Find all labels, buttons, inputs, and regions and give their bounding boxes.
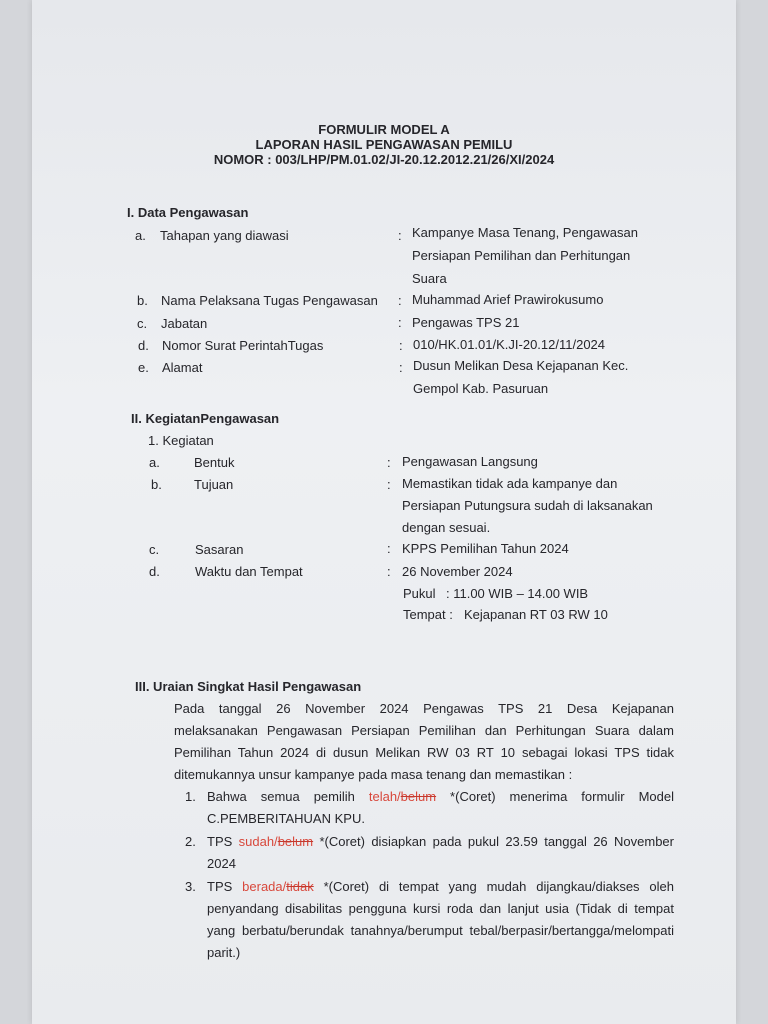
- item-d-letter: d.: [138, 338, 149, 353]
- tempat-value: Kejapanan RT 03 RW 10: [464, 607, 608, 622]
- item-a-colon: :: [398, 228, 402, 243]
- list-item: [174, 876, 674, 964]
- handwritten-choice: sudah/: [238, 834, 278, 849]
- subsection-kegiatan: 1. Kegiatan: [148, 433, 214, 448]
- section-2-heading: II. KegiatanPengawasan: [131, 411, 280, 426]
- item-b-letter: b.: [137, 293, 148, 308]
- activity-c-colon: :: [387, 541, 391, 556]
- form-title: FORMULIR MODEL A: [318, 122, 450, 137]
- activity-b-label: Tujuan: [194, 477, 234, 492]
- activity-a-colon: :: [387, 455, 391, 470]
- list-item: [174, 786, 674, 830]
- activity-c-letter: c.: [149, 542, 160, 557]
- activity-d-letter: d.: [149, 564, 160, 579]
- list-item: [174, 831, 674, 875]
- activity-b-letter: b.: [151, 477, 162, 492]
- item-e-value-1: Dusun Melikan Desa Kejapanan Kec.: [413, 358, 629, 373]
- section-1-heading: I. Data Pengawasan: [127, 205, 249, 220]
- pukul-value: : 11.00 WIB – 14.00 WIB: [446, 586, 589, 601]
- item-b-colon: :: [398, 293, 402, 308]
- activity-d-colon: :: [387, 564, 391, 579]
- item-d-colon: :: [399, 338, 403, 353]
- document-page: [32, 0, 736, 1024]
- item-c-colon: :: [398, 315, 402, 330]
- list-number: 3.: [185, 879, 196, 894]
- item-d-value: 010/HK.01.01/K.JI-20.12/11/2024: [413, 337, 606, 352]
- report-number: NOMOR : 003/LHP/PM.01.02/JI-20.12.2012.21/26/XI/2024: [213, 152, 555, 167]
- list-text-post: *(Coret) disiapkan pada pukul 23.59 tanggal 26 November 2024: [207, 834, 674, 871]
- tempat-label: Tempat :: [403, 607, 453, 622]
- handwritten-struck-choice: tidak: [286, 879, 314, 894]
- item-b-value: Muhammad Arief Prawirokusumo: [412, 292, 604, 307]
- item-e-letter: e.: [138, 360, 149, 375]
- activity-c-value: KPPS Pemilihan Tahun 2024: [402, 541, 569, 556]
- item-e-label: Alamat: [162, 360, 203, 375]
- paragraph-line-3: Pemilihan Tahun 2024 di dusun Melikan RW 03 RT 10 sebagai lokasi TPS tidak: [174, 745, 674, 760]
- list-number: 2.: [185, 834, 196, 849]
- handwritten-choice: berada/: [242, 879, 287, 894]
- list-text-pre: TPS: [207, 834, 239, 849]
- report-title: LAPORAN HASIL PENGAWASAN PEMILU: [255, 137, 513, 152]
- list-text-post: *(Coret) di tempat yang mudah dijangkau/diakses oleh penyandang disabilitas pengguna kursi roda dan lanjut usia (Tidak di tempat yang berbatu/berundak tanahnya/berumput tebal/berpasir/bertangga/melompati parit.): [207, 879, 674, 960]
- item-c-value: Pengawas TPS 21: [412, 315, 520, 330]
- paragraph-line-4: ditemukannya unsur kampanye pada masa tenang dan memastikan :: [174, 767, 573, 782]
- activity-b-value-3: dengan sesuai.: [402, 520, 491, 535]
- list-text-pre: Bahwa semua pemilih: [207, 789, 369, 804]
- list-text-post: *(Coret) menerima formulir Model C.PEMBERITAHUAN KPU.: [207, 789, 674, 826]
- handwritten-struck-choice: belum: [277, 834, 314, 849]
- activity-a-letter: a.: [149, 455, 160, 470]
- item-a-value-3: Suara: [412, 271, 447, 286]
- paragraph-line-1: Pada tanggal 26 November 2024 Pengawas TPS 21 Desa Kejapanan: [174, 701, 674, 716]
- item-a-letter: a.: [135, 228, 146, 243]
- paragraph-line-2: melaksanakan Pengawasan Persiapan Pemilihan dan Perhitungan Suara dalam: [174, 723, 674, 738]
- item-a-value-1: Kampanye Masa Tenang, Pengawasan: [412, 225, 638, 240]
- activity-c-label: Sasaran: [195, 542, 244, 557]
- list-number: 1.: [185, 789, 196, 804]
- section-3-heading: III. Uraian Singkat Hasil Pengawasan: [135, 679, 362, 694]
- pukul-label: Pukul: [403, 586, 436, 601]
- activity-a-label: Bentuk: [194, 455, 235, 470]
- item-c-letter: c.: [137, 316, 148, 331]
- activity-b-value-2: Persiapan Putungsura sudah di laksanakan: [402, 498, 653, 513]
- activity-b-value-1: Memastikan tidak ada kampanye dan: [402, 476, 618, 491]
- item-c-label: Jabatan: [161, 316, 208, 331]
- handwritten-choice: telah/: [368, 789, 401, 804]
- activity-b-colon: :: [387, 477, 391, 492]
- item-b-label: Nama Pelaksana Tugas Pengawasan: [161, 293, 378, 308]
- findings-list: [174, 786, 674, 965]
- item-a-label: Tahapan yang diawasi: [160, 228, 289, 243]
- handwritten-struck-choice: belum: [400, 789, 437, 804]
- list-text-pre: TPS: [207, 879, 243, 894]
- item-e-value-2: Gempol Kab. Pasuruan: [413, 381, 549, 396]
- item-d-label: Nomor Surat PerintahTugas: [162, 338, 324, 353]
- activity-d-value: 26 November 2024: [402, 564, 513, 579]
- activity-d-label: Waktu dan Tempat: [195, 564, 303, 579]
- item-e-colon: :: [399, 360, 403, 375]
- item-a-value-2: Persiapan Pemilihan dan Perhitungan: [412, 248, 631, 263]
- activity-a-value: Pengawasan Langsung: [402, 454, 538, 469]
